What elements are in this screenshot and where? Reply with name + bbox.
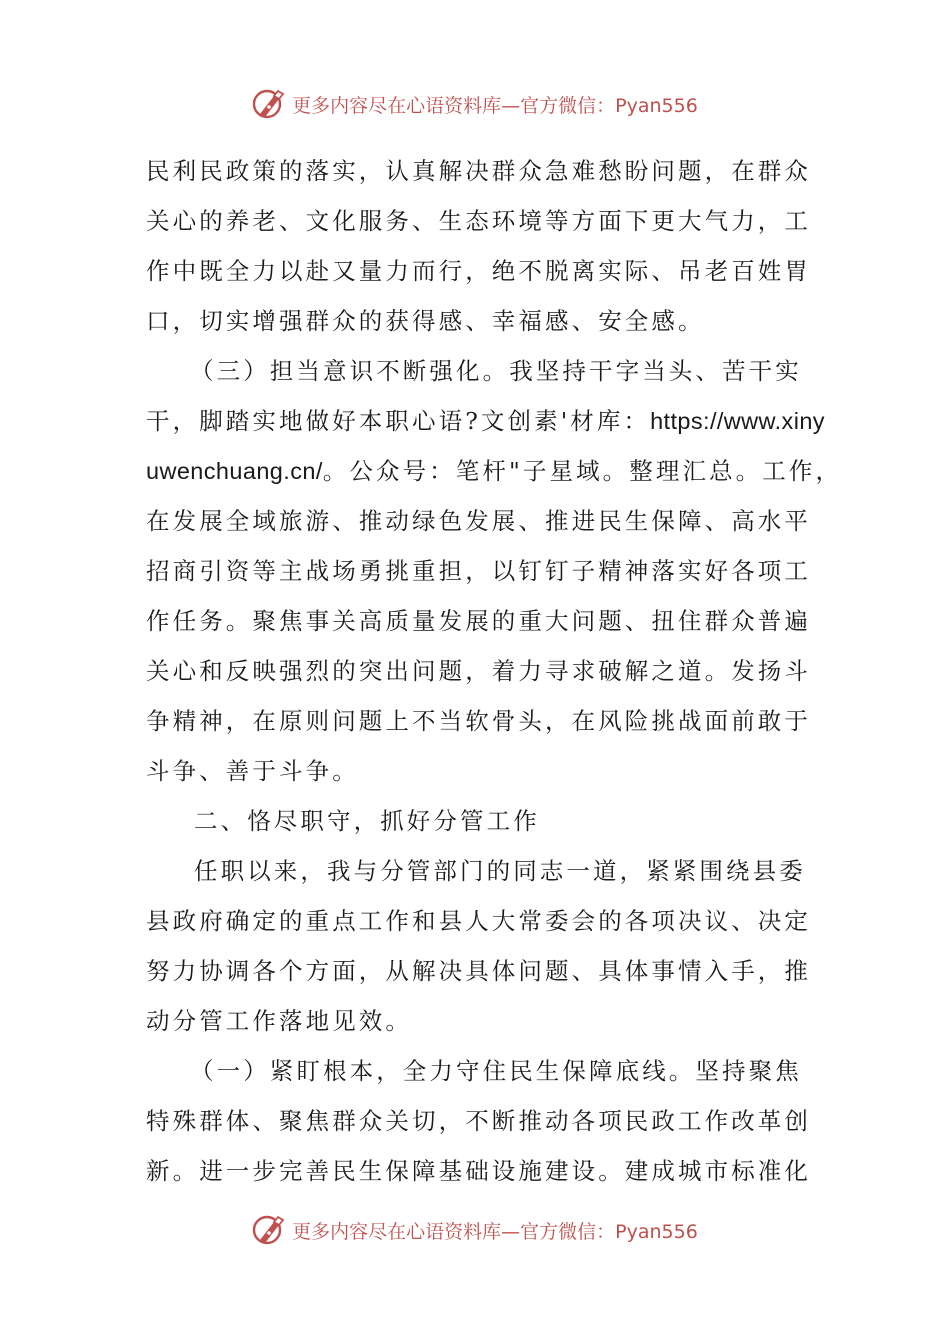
body-line: 关心和反映强烈的突出问题，着力寻求破解之道。发扬斗: [146, 657, 811, 685]
section-heading-three: （三）担当意识不断强化。我坚持干字当头、苦干实: [190, 357, 802, 385]
body-line: 民利民政策的落实，认真解决群众急难愁盼问题，在群众: [146, 157, 811, 185]
body-line: 新。进一步完善民生保障基础设施建设。建成城市标准化: [146, 1157, 811, 1185]
body-line: 关心的养老、文化服务、生态环境等方面下更大气力，工: [146, 207, 811, 235]
website-url-part: https://www.xiny: [650, 408, 825, 434]
section-heading-one: （一）紧盯根本，全力守住民生保障底线。坚持聚焦: [190, 1057, 802, 1085]
footer-watermark-banner: [0, 1210, 950, 1250]
body-text: 。公众号：笔杆"子星域。整理汇总。工作，: [322, 457, 843, 485]
body-line: 县政府确定的重点工作和县人大常委会的各项决议、决定: [146, 907, 811, 935]
body-line: 斗争、善于斗争。: [146, 757, 359, 785]
body-line: 争精神，在原则问题上不当软骨头，在风险挑战面前敢于: [146, 707, 811, 735]
section-heading-two: 二、恪尽职守，抓好分管工作: [194, 807, 540, 835]
body-line: 在发展全域旅游、推动绿色发展、推进民生保障、高水平: [146, 507, 811, 535]
body-line: 任职以来，我与分管部门的同志一道，紧紧围绕县委: [194, 857, 806, 885]
footer-watermark-text: 更多内容尽在心语资料库—官方微信：Pyan556: [292, 1220, 698, 1243]
body-line-with-link: [146, 396, 826, 446]
body-line: 作中既全力以赴又量力而行，绝不脱离实际、吊老百姓胃: [146, 257, 811, 285]
body-line-with-link: [146, 446, 843, 496]
body-line: 特殊群体、聚焦群众关切，不断推动各项民政工作改革创: [146, 1107, 811, 1135]
document-body: [146, 146, 843, 1196]
body-line: 动分管工作落地见效。: [146, 1007, 412, 1035]
website-url-part: uwenchuang.cn/: [146, 458, 323, 484]
body-text: 干，脚踏实地做好本职心语?文创素'材库：: [146, 407, 651, 435]
body-line: 作任务。聚焦事关高质量发展的重大问题、扭住群众普遍: [146, 607, 811, 635]
header-watermark-banner: [0, 84, 950, 124]
pen-nib-circle-logo-icon: [252, 1213, 288, 1247]
pen-nib-circle-logo-icon: [252, 87, 288, 121]
header-watermark-text: 更多内容尽在心语资料库—官方微信：Pyan556: [292, 94, 698, 117]
body-line: 招商引资等主战场勇挑重担，以钉钉子精神落实好各项工: [146, 557, 811, 585]
body-line: 口，切实增强群众的获得感、幸福感、安全感。: [146, 307, 705, 335]
body-line: 努力协调各个方面，从解决具体问题、具体事情入手，推: [146, 957, 811, 985]
